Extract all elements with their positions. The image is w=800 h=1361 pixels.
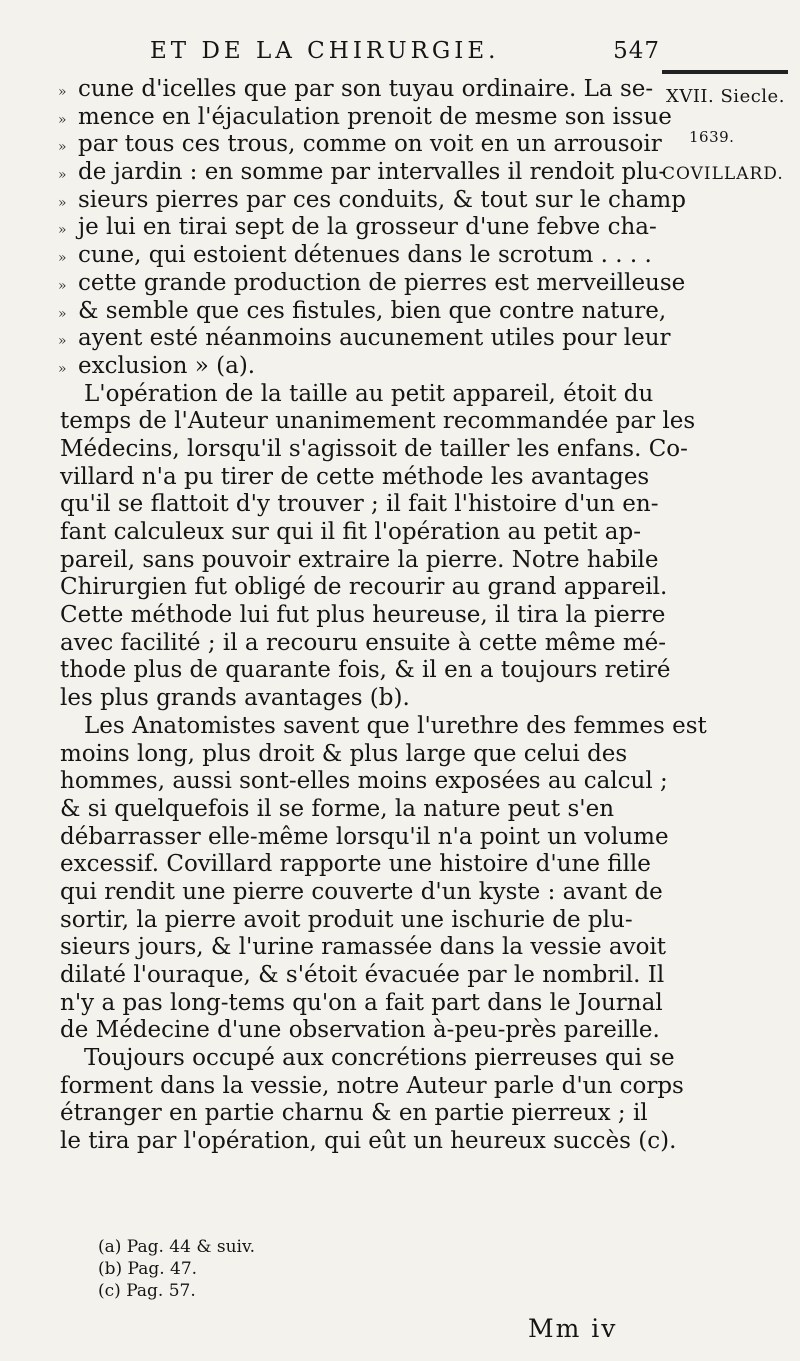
quote-mark: » xyxy=(58,194,67,211)
text-line: Cette méthode lui fut plus heureuse, il tira la pierre xyxy=(60,602,666,629)
text-line: moins long, plus droit & plus large que celui des xyxy=(60,740,628,767)
running-head xyxy=(150,38,660,64)
text-line: forment dans la vessie, notre Auteur parle d'un corps xyxy=(60,1072,684,1099)
text-line: débarrasser elle-même lorsqu'il n'a point un volume xyxy=(60,823,669,850)
running-head-title: ET DE LA CHIRURGIE. xyxy=(150,38,500,64)
quoted-line xyxy=(58,159,678,187)
quote-mark: » xyxy=(58,84,67,100)
quote-mark: » xyxy=(58,277,67,294)
main-passage xyxy=(60,380,707,1156)
quoted-line xyxy=(58,214,678,242)
quoted-line xyxy=(58,186,686,215)
text-line: qu'il se flattoit d'y trouver ; il fait l'histoire d'un en- xyxy=(60,491,659,518)
quoted-line-text: par tous ces trous, comme on voit en un arrousoir xyxy=(78,131,662,158)
quote-mark: » xyxy=(58,305,67,322)
text-line: les plus grands avantages (b). xyxy=(60,685,410,712)
quoted-line-text: cune d'icelles que par son tuyau ordinaire. La se- xyxy=(78,76,654,102)
text-line: de Médecine d'une observation à-peu-près pareille. xyxy=(60,1017,660,1044)
quoted-line-text: ayent esté néanmoins aucunement utiles pour leur xyxy=(78,325,671,352)
quoted-line xyxy=(58,242,678,270)
footnotes xyxy=(98,1236,255,1302)
quoted-line-text: de jardin : en somme par intervalles il rendoit plu- xyxy=(78,159,667,186)
quote-mark: » xyxy=(58,167,67,184)
text-line: qui rendit une pierre couverte d'un kyste : avant de xyxy=(60,878,663,905)
page-number: 547 xyxy=(613,38,660,64)
text-line: & si quelquefois il se forme, la nature peut s'en xyxy=(60,795,615,822)
margin-note-century: XVII. Siecle. xyxy=(666,86,785,107)
quoted-line xyxy=(58,325,678,353)
text-line: Chirurgien fut obligé de recourir au grand appareil. xyxy=(60,574,668,601)
footnote-a: (a) Pag. 44 & suiv. xyxy=(98,1237,255,1257)
margin-rule xyxy=(662,70,788,74)
text-line: sortir, la pierre avoit produit une ischurie de plu- xyxy=(60,906,633,933)
text-line: L'opération de la taille au petit appareil, étoit du xyxy=(84,380,654,407)
text-line: avec facilité ; il a recouru ensuite à cette même mé- xyxy=(60,629,667,656)
text-line: sieurs jours, & l'urine ramassée dans la vessie avoit xyxy=(60,934,667,961)
quoted-line-text: exclusion » (a). xyxy=(78,352,256,379)
quoted-line-text: cune, qui estoient détenues dans le scrotum . . . . xyxy=(78,242,652,269)
text-line: n'y a pas long-tems qu'on a fait part dans le Journal xyxy=(60,989,663,1016)
quoted-line xyxy=(58,131,678,159)
margin-note-year: 1639. xyxy=(689,128,735,146)
text-line: Toujours occupé aux concrétions pierreuses qui se xyxy=(84,1045,675,1072)
quoted-line xyxy=(58,269,686,298)
quoted-line-text: & semble que ces fistules, bien que contre nature, xyxy=(78,297,667,324)
text-line: Les Anatomistes savent que l'urethre des femmes est xyxy=(84,712,707,739)
quote-mark: » xyxy=(58,360,67,377)
text-line: le tira par l'opération, qui eût un heureux succès (c). xyxy=(60,1128,677,1155)
text-line: Médecins, lorsqu'il s'agissoit de tailler les enfans. Co- xyxy=(60,435,688,462)
quote-mark: » xyxy=(58,111,67,128)
text-line: fant calculeux sur qui il fit l'opération au petit ap- xyxy=(60,519,642,545)
quote-mark: » xyxy=(58,139,67,156)
text-line: dilaté l'ouraque, & s'étoit évacuée par le nombril. Il xyxy=(60,962,665,988)
quoted-line-text: cette grande production de pierres est merveilleuse xyxy=(78,269,686,296)
quoted-line xyxy=(58,104,678,132)
text-line: pareil, sans pouvoir extraire la pierre. Notre habile xyxy=(60,546,659,573)
quoted-line xyxy=(58,353,678,381)
text-line: étranger en partie charnu & en partie pierreux ; il xyxy=(60,1100,648,1127)
quoted-line-text: sieurs pierres par ces conduits, & tout sur le champ xyxy=(78,186,686,213)
text-line: hommes, aussi sont-elles moins exposées au calcul ; xyxy=(60,768,668,795)
text-line: excessif. Covillard rapporte une histoire d'une fille xyxy=(60,851,651,878)
quoted-line xyxy=(58,76,678,104)
body-text xyxy=(58,76,707,1156)
quoted-line xyxy=(58,298,678,326)
quoted-line-text: je lui en tirai sept de la grosseur d'une febve cha- xyxy=(78,214,657,241)
quoted-passage xyxy=(58,76,686,381)
quote-mark: » xyxy=(58,222,67,239)
text-line: temps de l'Auteur unanimement recommandée par les xyxy=(60,408,696,435)
quoted-line-text: mence en l'éjaculation prenoit de mesme son issue xyxy=(78,103,672,130)
signature-mark: Mm iv xyxy=(528,1314,618,1343)
footnote-c: (c) Pag. 57. xyxy=(98,1281,196,1301)
quote-mark: » xyxy=(58,250,67,267)
quote-mark: » xyxy=(58,333,67,350)
text-line: villard n'a pu tirer de cette méthode les avantages xyxy=(60,463,650,490)
footnote-b: (b) Pag. 47. xyxy=(98,1259,198,1279)
text-line: thode plus de quarante fois, & il en a toujours retiré xyxy=(60,657,671,684)
margin-note-author: COVILLARD. xyxy=(662,164,784,184)
